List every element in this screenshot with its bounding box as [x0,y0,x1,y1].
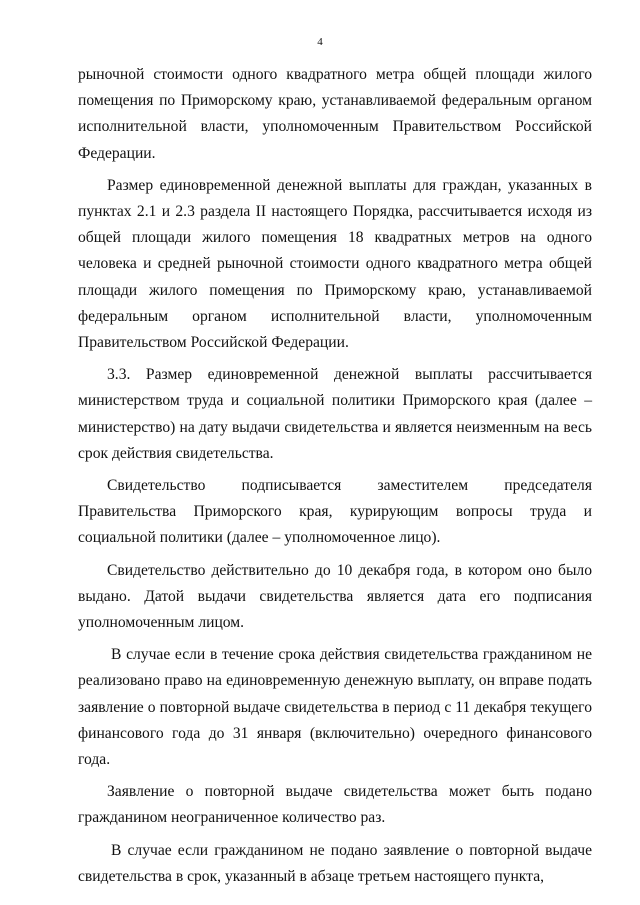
paragraph-3-3: 3.3. Размер единовременной денежной выплаты рассчитывается министерством труда и социальной политики Приморского края (далее – министерство) на дату выдачи свидетельства и является неизменным на весь срок действия свидетельства. [78,366,592,462]
paragraph-missed-deadline: В случае если гражданином не подано заявление о повторной выдаче свидетельства в срок, указанный в абзаце третьем настоящего пункта, [78,841,592,885]
paragraph-repeat-application: Заявление о повторной выдаче свидетельства может быть подано гражданином неограниченное количество раз. [78,783,592,827]
paragraph-payment-size: Размер единовременной денежной выплаты для граждан, указанных в пунктах 2.1 и 2.3 раздела II настоящего Порядка, рассчитывается исходя из общей площади жилого помещения 18 квадратных метров на одного человека и средней рыночной стоимости одного квадратного метра общей площади жилого помещения по Приморскому краю, устанавливаемой федеральным органом исполнительной власти, уполномоченным Правительством Российской Федерации. [78,176,592,352]
paragraph-repeat-issue: В случае если в течение срока действия свидетельства гражданином не реализовано право на единовременную денежную выплату, он вправе подать заявление о повторной выдаче свидетельства в период с 11 декабря текущего финансового года до 31 января (включительно) очередного финансового года. [78,646,592,769]
paragraph-certificate-signing: Свидетельство подписывается заместителем председателя Правительства Приморского края, курирующим вопросы труда и социальной политики (далее – уполномоченное лицо). [78,477,592,547]
paragraph-certificate-validity: Свидетельство действительно до 10 декабря года, в котором оно было выдано. Датой выдачи свидетельства является дата его подписания уполномоченным лицом. [78,561,592,632]
page-number: 4 [317,36,323,48]
document-body [78,62,592,896]
paragraph-continuation: рыночной стоимости одного квадратного метра общей площади жилого помещения по Приморскому краю, устанавливаемой федеральным органом исполнительной власти, уполномоченным Правительством Российской Федерации. [78,66,592,162]
